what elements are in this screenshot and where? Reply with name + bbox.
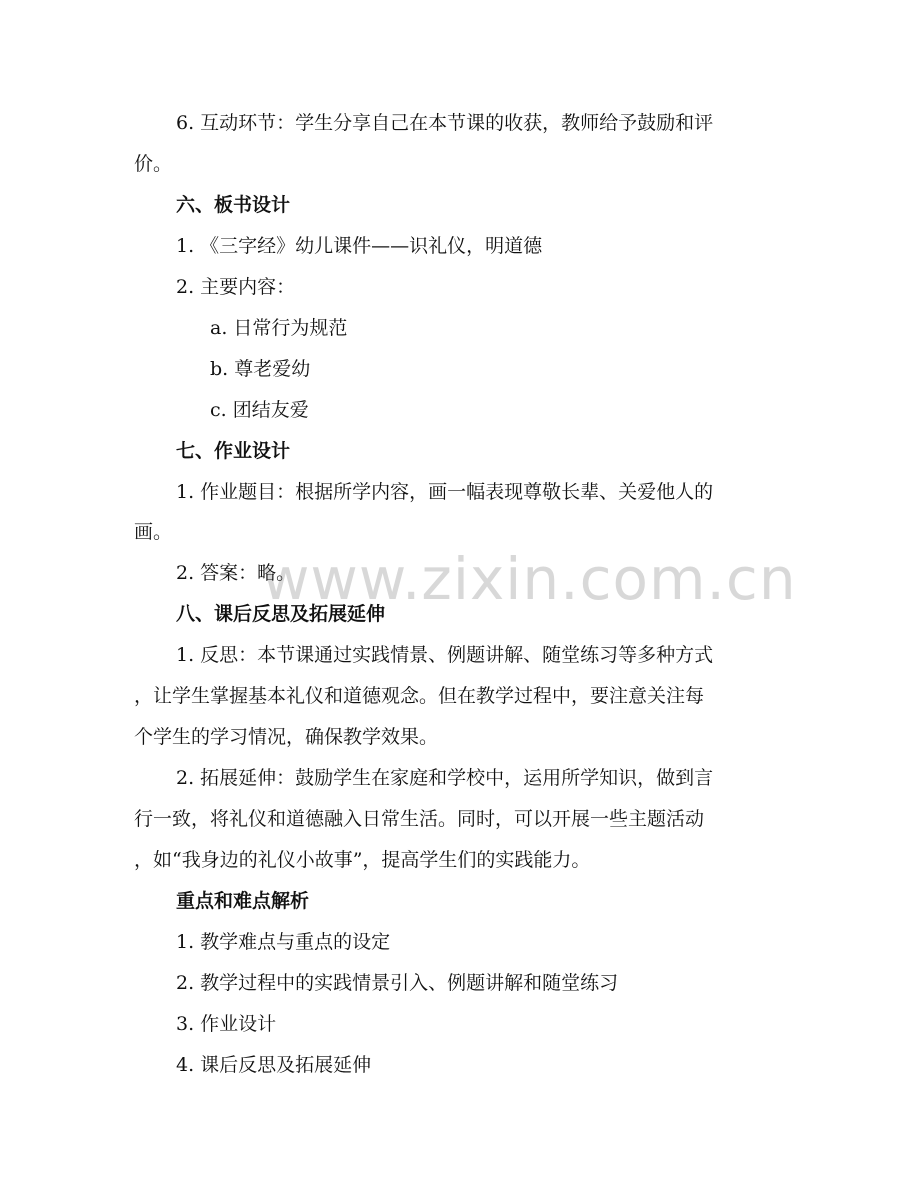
list-item: 2. 拓展延伸：鼓励学生在家庭和学校中，运用所学知识，做到言	[176, 767, 714, 789]
paragraph-line: ，让学生掌握基本礼仪和道德观念。但在教学过程中，要注意关注每	[134, 685, 705, 707]
paragraph-line: 行一致，将礼仪和道德融入日常生活。同时，可以开展一些主题活动	[134, 808, 705, 830]
list-item: 1. 《三字经》幼儿课件——识礼仪，明道德	[176, 235, 543, 257]
list-item: 3. 作业设计	[176, 1013, 277, 1035]
sub-list-item: c. 团结友爱	[210, 399, 309, 421]
list-item: 4. 课后反思及拓展延伸	[176, 1054, 372, 1076]
paragraph-line: 6. 互动环节：学生分享自己在本节课的收获，教师给予鼓励和评	[176, 112, 714, 134]
paragraph-line: 画。	[134, 521, 173, 543]
section-heading: 六、板书设计	[176, 194, 291, 216]
list-item: 1. 反思：本节课通过实践情景、例题讲解、随堂练习等多种方式	[176, 644, 714, 666]
paragraph-line: 个学生的学习情况，确保教学效果。	[134, 726, 439, 748]
sub-list-item: b. 尊老爱幼	[210, 358, 311, 380]
sub-list-item: a. 日常行为规范	[210, 317, 348, 339]
paragraph-line: 价。	[134, 153, 173, 175]
list-item: 2. 主要内容：	[176, 276, 296, 298]
watermark: www.zixin.com.cn	[262, 545, 797, 613]
section-heading: 重点和难点解析	[176, 890, 310, 912]
section-heading: 七、作业设计	[176, 440, 291, 462]
list-item: 1. 作业题目：根据所学内容，画一幅表现尊敬长辈、关爱他人的	[176, 481, 714, 503]
list-item: 2. 答案：略。	[176, 562, 296, 584]
list-item: 1. 教学难点与重点的设定	[176, 931, 391, 953]
paragraph-line: ，如“我身边的礼仪小故事”，提高学生们的实践能力。	[134, 849, 591, 871]
list-item: 2. 教学过程中的实践情景引入、例题讲解和随堂练习	[176, 972, 619, 994]
section-heading: 八、课后反思及拓展延伸	[176, 603, 386, 625]
